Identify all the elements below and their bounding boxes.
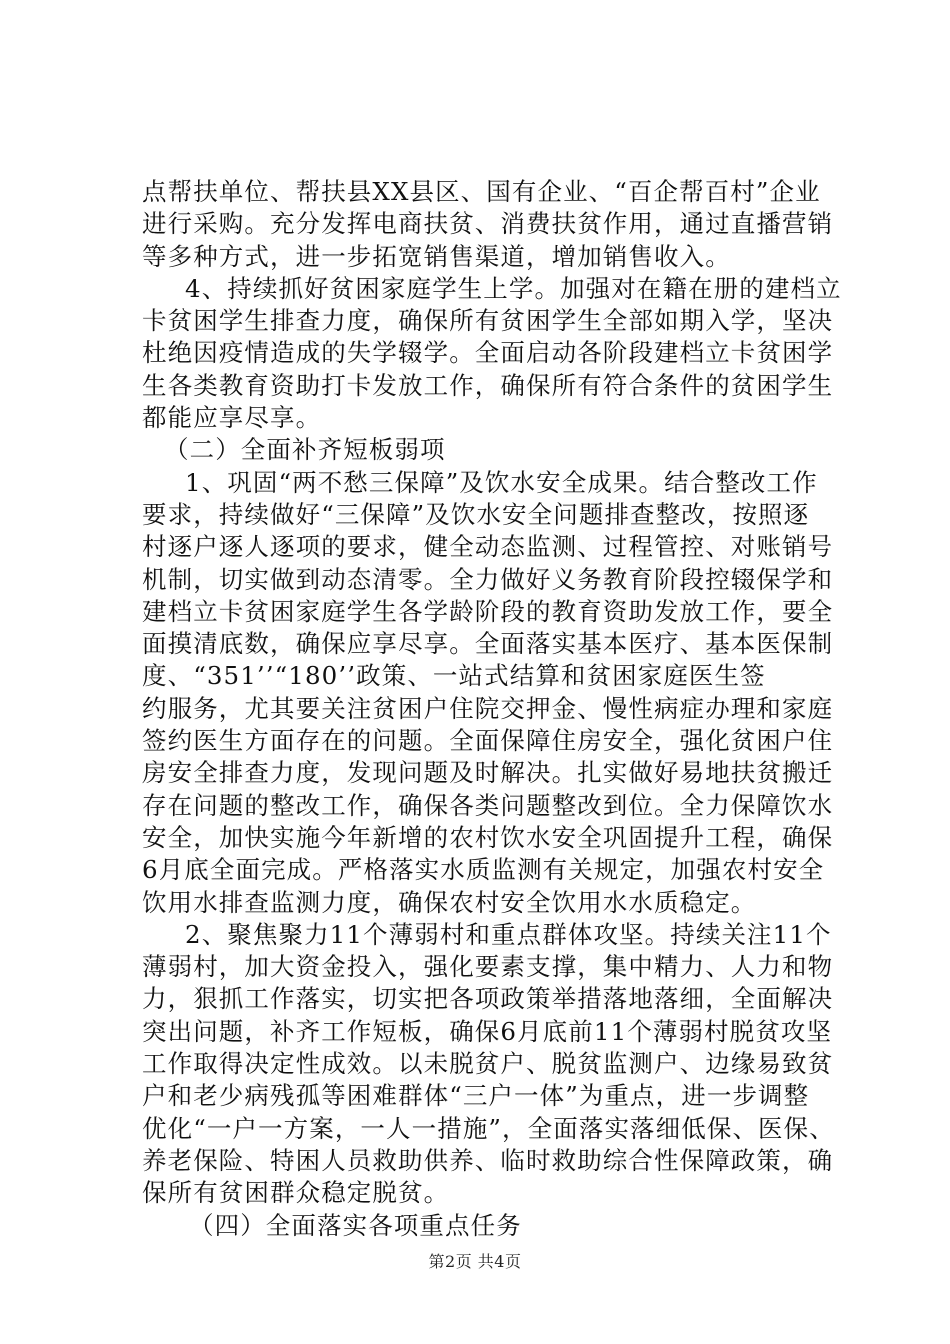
text-line: 杜绝因疫情造成的失学辍学。全面启动各阶段建档立卡贫困学 [142,338,834,368]
text-line: 安全，加快实施今年新增的农村饮水安全巩固提升工程，确保 [142,822,834,852]
text-line: 户和老少病残孤等困难群体“三户一体”为重点，进一步调整 [142,1081,810,1111]
text-line: 力，狠抓工作落实，切实把各项政策举措落地落细，全面解决 [142,984,834,1014]
text-line: 等多种方式，进一步拓宽销售渠道，增加销售收入。 [142,241,731,271]
paragraph-start-line: 2、聚焦聚力11个薄弱村和重点群体攻坚。持续关注11个 [185,919,832,949]
text-line: 饮用水排查监测力度，确保农村安全饮用水水质稳定。 [142,887,757,917]
text-line: 存在问题的整改工作，确保各类问题整改到位。全力保障饮水 [142,790,834,820]
text-line: 签约医生方面存在的问题。全面保障住房安全，强化贫困户住 [142,726,834,756]
page-number-footer: 第2页 共4页 [428,1252,522,1271]
text-line: 面摸清底数，确保应享尽享。全面落实基本医疗、基本医保制 [142,629,834,659]
text-line: 约服务，尤其要关注贫困户住院交押金、慢性病症办理和家庭 [142,693,834,723]
text-line: 进行采购。充分发挥电商扶贫、消费扶贫作用，通过直播营销 [142,209,834,239]
text-line: 度、“351’’“180’’政策、一站式结算和贫困家庭医生签 [142,661,766,691]
text-line: 优化“一户一方案，一人一措施”，全面落实落细低保、医保、 [142,1113,835,1143]
text-line: 要求，持续做好“三保障”及饮水安全问题排查整改，按照逐 [142,499,810,529]
text-line: 建档立卡贫困家庭学生各学龄阶段的教育资助发放工作，要全 [142,596,834,626]
text-line: 机制，切实做到动态清零。全力做好义务教育阶段控辍保学和 [142,564,834,594]
text-line: 6月底全面完成。严格落实水质监测有关规定，加强农村安全 [142,855,825,885]
text-line: 卡贫困学生排查力度，确保所有贫困学生全部如期入学，坚决 [142,306,834,336]
text-line: 工作取得决定性成效。以未脱贫户、脱贫监测户、边缘易致贫 [142,1049,834,1079]
section-heading: （四）全面落实各项重点任务 [189,1210,522,1240]
text-line: 薄弱村，加大资金投入，强化要素支撑，集中精力、人力和物 [142,952,834,982]
document-body [142,176,842,1242]
text-line: 养老保险、特困人员救助供养、临时救助综合性保障政策，确 [142,1145,834,1175]
text-line: 都能应享尽享。 [142,403,322,433]
text-line: 保所有贫困群众稳定脱贫。 [142,1178,450,1208]
text-line: 村逐户逐人逐项的要求，健全动态监测、过程管控、对账销号 [142,532,834,562]
text-line: 点帮扶单位、帮扶县XX县区、国有企业、“百企帮百村”企业 [142,177,821,206]
text-line: 突出问题，补齐工作短板，确保6月底前11个薄弱村脱贫攻坚 [142,1016,833,1046]
paragraph-start-line: 4、持续抓好贫困家庭学生上学。加强对在籍在册的建档立 [185,273,842,303]
text-line: 生各类教育资助打卡发放工作，确保所有符合条件的贫困学生 [142,370,834,400]
paragraph-start-line: 1、巩固“两不愁三保障”及饮水安全成果。结合整改工作 [185,467,818,497]
section-heading: （二）全面补齐短板弱项 [164,435,446,465]
text-line: 房安全排查力度，发现问题及时解决。扎实做好易地扶贫搬迁 [142,758,834,788]
